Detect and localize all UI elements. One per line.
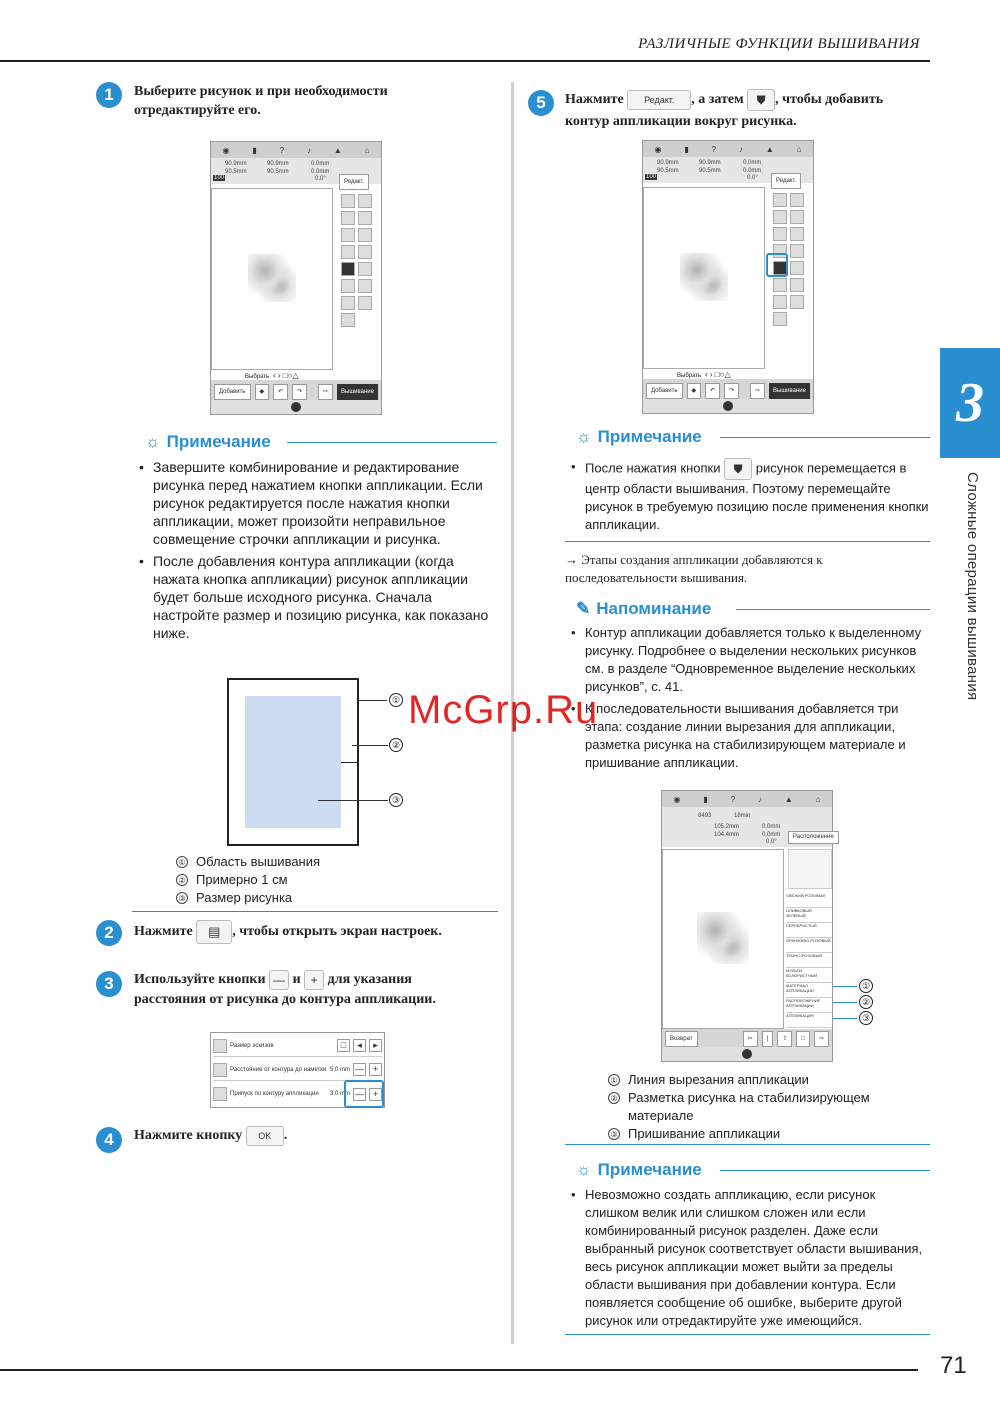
help-icon: ? — [730, 794, 736, 804]
embroidery-canvas[interactable] — [643, 187, 765, 369]
font-icon[interactable] — [358, 279, 372, 293]
zoom-level[interactable]: 100 — [214, 175, 225, 181]
reminder-item: • К последовательности вышивания добавляется три этапа: создание линии вырезания для аппликации, разметка рисунка на стабилизирующем материале и пришивание аппликации. — [569, 700, 931, 772]
screen-edit-2 — [642, 140, 814, 414]
footer-rule — [0, 1369, 918, 1371]
screen-footer — [662, 1047, 832, 1061]
color-item[interactable]: ТЕМНО-РОЗОВЫЙ — [786, 953, 832, 968]
distance-value: 5.0 mm — [329, 1066, 350, 1073]
pattern-motif[interactable] — [680, 253, 728, 301]
edit-button[interactable]: Редакт. — [771, 173, 801, 189]
applique-pattern[interactable] — [697, 912, 749, 964]
page-number: 71 — [940, 1352, 967, 1379]
text-icon[interactable] — [341, 279, 355, 293]
note-bulb-icon: ☼ — [576, 427, 592, 446]
applique-icon[interactable] — [341, 262, 355, 276]
color-item[interactable]: СВЕЖИЙ РОЗОВЫЙ — [786, 893, 832, 908]
move-icon[interactable] — [358, 194, 372, 208]
zoom-level[interactable]: 100 — [646, 174, 657, 180]
margin-plus[interactable]: + — [369, 1088, 382, 1101]
redo-button[interactable]: ↷ — [292, 384, 307, 400]
chapter-tab: 3 — [940, 348, 1000, 458]
pattern-motif[interactable] — [248, 254, 296, 302]
info-rotation: 0.0° — [315, 176, 326, 182]
tool-select-icon[interactable] — [341, 194, 355, 208]
help-icon: ? — [279, 145, 285, 155]
note-1-item: • Завершите комбинирование и редактирование рисунка перед нажатием кнопки аппликации. Если рисунок редактируется после нажатия кнопки аппликации, может произойти неправильное совмещение строчки аппликации и рисунка. — [137, 458, 497, 548]
applique-shield-icon[interactable]: ⛊ — [747, 89, 775, 111]
note-2-item — [569, 458, 929, 534]
rotate-icon[interactable] — [790, 210, 804, 224]
info-x: 0.0mm — [743, 160, 762, 166]
mirror-icon[interactable] — [773, 227, 787, 241]
position-y: 0.0mm — [762, 832, 781, 838]
undo-button[interactable]: ↶ — [273, 384, 288, 400]
step-2-post: , чтобы открыть экран настроек. — [232, 924, 442, 940]
info-y: 0.0mm — [311, 169, 330, 175]
section-rule — [132, 911, 498, 912]
add-button[interactable]: Добавить — [646, 383, 683, 399]
result-arrow: → — [565, 552, 578, 567]
info-width-2: 90.9mm — [267, 161, 289, 167]
info-height: 90.5mm — [225, 169, 247, 175]
help-icon: ? — [711, 144, 717, 154]
select-label: Выбрать — [245, 374, 270, 380]
reminder-title: Напоминание — [596, 599, 712, 618]
density-icon[interactable] — [341, 245, 355, 259]
note-1-heading — [145, 432, 271, 452]
note-1-list — [137, 458, 497, 646]
edit-button[interactable]: Редакт. — [339, 174, 369, 190]
redo-button[interactable]: ↷ — [724, 383, 739, 399]
move-icon[interactable] — [790, 193, 804, 207]
thread-icon: ♪ — [757, 794, 762, 804]
tool-grid — [341, 194, 372, 327]
tool-select-icon[interactable] — [773, 193, 787, 207]
step-3-mid: и — [292, 972, 301, 988]
legend-text: Область вышивания — [196, 854, 321, 869]
note-bulb-icon: ☼ — [145, 432, 161, 451]
font-icon[interactable] — [790, 278, 804, 292]
chapter-side-title: Сложные операции вышивания — [964, 472, 981, 701]
info-width: 90.9mm — [657, 160, 679, 166]
info-y: 0.0mm — [743, 168, 762, 174]
stipple-icon[interactable] — [773, 295, 787, 309]
border-icon[interactable] — [790, 244, 804, 258]
text-icon[interactable] — [773, 278, 787, 292]
step-5-text — [565, 89, 927, 133]
info-width-2: 90.9mm — [699, 160, 721, 166]
pattern-size-area — [245, 696, 341, 828]
screen-info-bar — [662, 807, 832, 847]
lock-icon: ▲ — [765, 144, 774, 154]
array-icon[interactable] — [341, 313, 355, 327]
marker-line-cut — [833, 986, 857, 987]
legend-text: Примерно 1 см — [196, 872, 288, 887]
step-1-badge: 1 — [96, 82, 122, 108]
settings-label: Размер эскизов — [230, 1042, 274, 1049]
down-arrow-icon[interactable] — [742, 1049, 752, 1059]
info-width: 90.9mm — [225, 161, 247, 167]
pattern-width: 105.2mm — [714, 824, 740, 830]
marker-cut: ① — [859, 979, 873, 993]
screen-top-icons — [662, 791, 832, 807]
note-1-rule — [287, 442, 497, 443]
page-icon: ▮ — [684, 144, 689, 154]
step-4-post: . — [283, 1128, 288, 1144]
section-rule — [565, 1334, 930, 1335]
edit-button-inline[interactable]: Редакт. — [627, 90, 691, 110]
distance-minus[interactable]: — — [355, 1064, 364, 1074]
settings-page-icon[interactable]: ▤ — [196, 920, 232, 944]
highlight-applique-button — [766, 253, 788, 277]
step-3-text — [134, 970, 474, 1009]
select-label: Выбрать — [677, 373, 702, 379]
page-icon: ▮ — [703, 794, 708, 804]
settings-row-thumbnail — [213, 1035, 382, 1057]
pattern-height: 104.4mm — [714, 832, 740, 838]
thumbnail-icon — [213, 1039, 227, 1053]
embroidery-canvas[interactable] — [662, 849, 784, 1029]
arrange-button[interactable]: Расположение — [788, 831, 839, 844]
cut-icon[interactable]: ✂ — [743, 1031, 758, 1047]
back-button[interactable]: Возврат — [665, 1031, 698, 1047]
prev-button[interactable]: ◂ — [353, 1039, 366, 1052]
note-3-list — [569, 1186, 931, 1334]
embroidery-area-frame — [227, 678, 359, 846]
thread-icon: ♪ — [738, 144, 743, 154]
return-icon[interactable]: ⇨ — [814, 1031, 829, 1047]
info-x: 0.0mm — [311, 161, 330, 167]
marker-line-1 — [359, 700, 387, 701]
screen-top-icons — [643, 141, 813, 157]
step-2-pre: Нажмите — [134, 924, 193, 940]
marker-2: ② — [389, 738, 403, 752]
resize-icon[interactable] — [773, 210, 787, 224]
stipple-icon[interactable] — [341, 296, 355, 310]
add-button[interactable]: Добавить — [214, 384, 251, 400]
color-sequence-list — [786, 893, 832, 1028]
delete-button[interactable]: ◆ — [687, 383, 702, 399]
ok-button-inline[interactable]: OK — [246, 1126, 284, 1146]
page-header-title: РАЗЛИЧНЫЕ ФУНКЦИИ ВЫШИВАНИЯ — [638, 36, 920, 52]
applique-shield-icon: ⛊ — [724, 458, 752, 480]
diagram-2-legend — [608, 1071, 918, 1143]
note-1-title: Примечание — [166, 432, 271, 451]
screen-bottom-bar — [662, 1029, 832, 1049]
step-5-badge: 5 — [528, 90, 554, 116]
step-3-post: для указания расстояния от рисунка до контура аппликации. — [134, 972, 436, 1007]
settings-label: Расстояние от контура до наметки — [230, 1066, 327, 1073]
legend-text: Размер рисунка — [196, 890, 293, 905]
result-body: Этапы создания аппликации добавляются к последовательности вышивания. — [565, 552, 823, 585]
memory-button[interactable]: ⇨ — [750, 383, 765, 399]
basting-icon[interactable]: □ — [796, 1031, 810, 1047]
wifi-icon: ◉ — [222, 145, 230, 155]
note-3-heading — [576, 1160, 702, 1180]
margin-minus[interactable]: — — [355, 1088, 364, 1099]
stitch-count: 8493 — [698, 813, 712, 819]
step-5-post: , чтобы добавить контур аппликации вокруг рисунка. — [565, 92, 884, 130]
section-rule — [565, 541, 930, 542]
screen-footer — [211, 400, 381, 414]
marker-line-2 — [352, 745, 388, 746]
marker-line-3 — [318, 800, 388, 801]
distance-plus[interactable]: + — [369, 1063, 382, 1076]
outline-icon[interactable] — [790, 295, 804, 309]
minus-button-inline[interactable]: — — [269, 970, 289, 990]
lock-icon: ▲ — [333, 145, 342, 155]
margin-icon — [213, 1087, 227, 1101]
reminder-list — [569, 624, 931, 776]
step-4-pre: Нажмите кнопку — [134, 1128, 243, 1144]
info-height-2: 90.5mm — [699, 168, 721, 174]
note-3-title: Примечание — [597, 1160, 702, 1179]
color-item[interactable]: МАТЕРИАЛ АППЛИКАЦИИ — [786, 983, 832, 998]
home-icon: ⌂ — [796, 144, 802, 154]
settings-row-distance — [213, 1059, 382, 1081]
select-arrows[interactable]: ‹ › □○△ — [705, 370, 731, 379]
color-icon[interactable] — [358, 262, 372, 276]
step-4-badge: 4 — [96, 1127, 122, 1153]
thread-icon: ♪ — [306, 145, 311, 155]
legend-num: ② — [176, 874, 188, 886]
section-rule — [565, 1144, 930, 1145]
rotate-icon[interactable] — [358, 211, 372, 225]
step-5-pre: Нажмите — [565, 92, 624, 108]
color-item[interactable]: МУЛЬТИ-КОЛОРИСТНЫЙ — [786, 968, 832, 983]
marker-3: ③ — [389, 793, 403, 807]
marker-line-stitch — [833, 1018, 857, 1019]
wifi-icon: ◉ — [654, 144, 662, 154]
legend-num: ② — [608, 1092, 620, 1104]
highlight-plus-minus — [344, 1080, 384, 1108]
watermark: McGrp.Ru — [408, 688, 599, 732]
step-4-text — [134, 1126, 474, 1146]
screen-edit-1 — [210, 141, 382, 415]
step-5-mid: , а затем — [691, 92, 744, 108]
embroider-button[interactable]: Вышивание — [337, 384, 378, 400]
mirror-icon[interactable] — [341, 228, 355, 242]
lock-icon: ▲ — [784, 794, 793, 804]
legend-num: ① — [176, 856, 188, 868]
note-1-item: • После добавления контура аппликации (когда нажата кнопка аппликации) рисунок аппликации будет больше исходного рисунка. Сначала настройте размер и позицию рисунка, как показано ниже. — [137, 552, 497, 642]
settings-label: Припуск по контуру аппликации — [230, 1091, 319, 1097]
margin-value: 3.0 mm — [329, 1091, 350, 1097]
marker-line-placement — [833, 1002, 857, 1003]
step-3-badge: 3 — [96, 971, 122, 997]
marker-1: ① — [389, 693, 403, 707]
reminder-memo-icon: ✎ — [576, 599, 591, 618]
down-arrow-icon[interactable] — [291, 402, 301, 412]
step-3-pre: Используйте кнопки — [134, 972, 266, 988]
position-x: 0.0mm — [762, 824, 781, 830]
home-icon: ⌂ — [364, 145, 370, 155]
duplicate-icon[interactable] — [790, 227, 804, 241]
embroidery-canvas[interactable] — [211, 188, 333, 370]
trace-icon[interactable]: | — [762, 1031, 774, 1047]
undo-button[interactable]: ↶ — [705, 383, 720, 399]
note-3-item: • Невозможно создать аппликацию, если рисунок слишком велик или слишком сложен или если комбинированный рисунок разделен. Даже если выбранный рисунок соответствует области вышивания, весь рисунок аппликации может выйти за пределы области вышивания при добавлении контура. Если появляется сообщение об ошибке, выберите другой рисунок или отредактируйте уже имеющийся. — [569, 1186, 931, 1330]
result-text — [565, 551, 895, 587]
reminder-rule — [736, 609, 930, 610]
legend-num: ③ — [176, 892, 188, 904]
note-2-pre: После нажатия кнопки — [585, 460, 721, 476]
legend-text: Разметка рисунка на стабилизирующем материале — [628, 1090, 870, 1123]
marker-stitch: ③ — [859, 1011, 873, 1025]
header-rule — [0, 60, 930, 62]
duplicate-icon[interactable] — [358, 228, 372, 242]
delete-button[interactable]: ◆ — [255, 384, 270, 400]
note-2-post: рисунок перемещается в центр области вышивания. Поэтому перемещайте рисунок в требуемую позицию после применения кнопки аппликации. — [585, 460, 929, 532]
wifi-icon: ◉ — [673, 794, 681, 804]
embroider-button[interactable]: Вышивание — [769, 383, 810, 399]
reminder-item: • Контур аппликации добавляется только к выделенному рисунку. Подробнее о выделении нескольких рисунков см. в разделе “Одновременное выделение нескольких рисунков”, с. 41. — [569, 624, 931, 696]
color-item[interactable]: АППЛИКАЦИЯ — [786, 1013, 832, 1028]
resize-icon[interactable] — [341, 211, 355, 225]
distance-icon — [213, 1063, 227, 1077]
info-height: 90.5mm — [657, 168, 679, 174]
info-height-2: 90.5mm — [267, 169, 289, 175]
legend-num: ① — [608, 1074, 620, 1086]
note-2-rule — [720, 437, 930, 438]
info-rotation: 0.0° — [747, 175, 758, 181]
legend-num: ③ — [608, 1128, 620, 1140]
step-2-badge: 2 — [96, 920, 122, 946]
marker-placement: ② — [859, 995, 873, 1009]
screen-top-icons — [211, 142, 381, 158]
start-point-icon[interactable]: ⇧ — [777, 1031, 792, 1047]
thumbnail-toggle[interactable]: □ — [337, 1039, 350, 1052]
step-2-text — [134, 920, 494, 944]
sewing-time: 18min — [734, 813, 751, 819]
color-item[interactable]: ОРАНЖЕВО-РОЗОВЫЙ — [786, 938, 832, 953]
color-item[interactable]: РАСПОЛОЖЕНИЕ АППЛИКАЦИИ — [786, 998, 832, 1013]
select-arrows[interactable]: ‹ › □○△ — [273, 371, 299, 380]
step-1-text: Выберите рисунок и при необходимости отредактируйте его. — [134, 84, 388, 118]
color-item[interactable]: СЕРЕБРИСТЫЙ — [786, 923, 832, 938]
array-icon[interactable] — [773, 312, 787, 326]
next-button[interactable]: ▸ — [369, 1039, 382, 1052]
reminder-heading — [576, 599, 711, 619]
outline-icon[interactable] — [358, 296, 372, 310]
memory-button[interactable]: ⇨ — [318, 384, 333, 400]
down-arrow-icon[interactable] — [723, 401, 733, 411]
note-2-title: Примечание — [597, 427, 702, 446]
legend-text: Пришивание аппликации — [628, 1126, 781, 1141]
margin-indicator — [341, 762, 357, 763]
screen-embroidery — [661, 790, 833, 1062]
note-3-rule — [720, 1170, 930, 1171]
home-icon: ⌂ — [815, 794, 821, 804]
legend-text: Линия вырезания аппликации — [628, 1072, 809, 1087]
border-icon[interactable] — [358, 245, 372, 259]
page-icon: ▮ — [252, 145, 257, 155]
note-2-list — [569, 458, 929, 538]
screen-footer — [643, 399, 813, 413]
preview-thumbnail — [788, 849, 832, 889]
rotation: 0.0° — [766, 839, 777, 845]
diagram-1-legend — [176, 853, 320, 907]
note-2-heading — [576, 427, 702, 447]
color-item[interactable]: ОЛИВКОВЫЙ ЗЕЛЕНЫЙ — [786, 908, 832, 923]
plus-button-inline[interactable]: + — [304, 970, 324, 990]
color-icon[interactable] — [790, 261, 804, 275]
note-bulb-icon: ☼ — [576, 1160, 592, 1179]
